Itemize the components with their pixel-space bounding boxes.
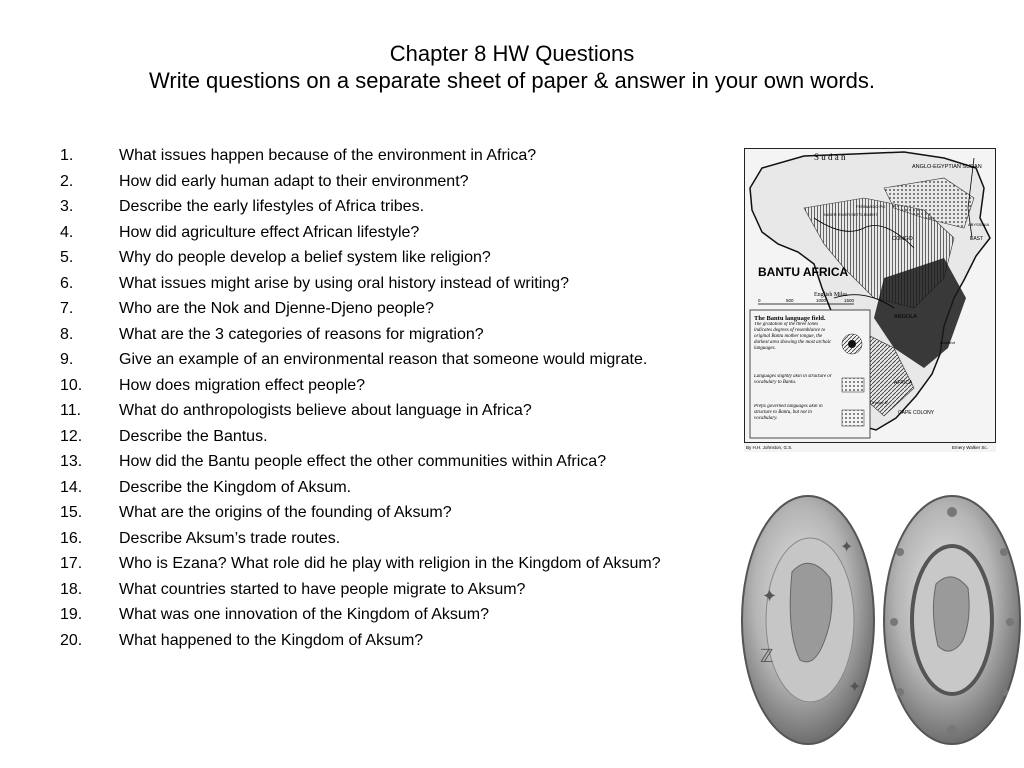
question-item [60, 606, 720, 624]
svg-text:✦: ✦ [848, 679, 862, 696]
question-item [60, 173, 720, 191]
question-number: 11. [60, 402, 82, 419]
question-number: 20. [60, 631, 83, 649]
question-item [60, 249, 720, 267]
scale-tick: 500 [786, 298, 794, 303]
question-number: 8. [60, 325, 74, 343]
aksum-coins-image [740, 492, 1024, 754]
question-text: Who are the Nok and Djenne-Djeno people? [119, 300, 434, 317]
question-text: How does migration effect people? [119, 376, 366, 394]
map-legend-title: The Bantu language field. [754, 315, 826, 322]
bantu-africa-map [744, 148, 996, 452]
map-label: CONGO [892, 236, 913, 242]
question-text: What countries started to have people migrate to Aksum? [119, 580, 526, 598]
question-item [60, 147, 720, 165]
question-text: Describe the Kingdom of Aksum. [119, 478, 352, 496]
question-item [60, 275, 720, 293]
question-item [60, 555, 720, 573]
question-list [60, 147, 720, 657]
map-label: NIGER RIVER SETTLEMENT [824, 212, 878, 217]
question-number: 10. [60, 376, 83, 394]
question-text: Describe Aksum’s trade routes. [119, 529, 341, 547]
question-item [60, 326, 720, 344]
question-item [60, 224, 720, 242]
map-label: CAPE COLONY [898, 410, 935, 416]
title-line-2: Write questions on a separate sheet of paper & answer in your own words. [149, 68, 875, 93]
question-text: Why do people develop a belief system like religion? [119, 249, 491, 266]
map-label: ANGLO-EGYPTIAN SUDAN [912, 164, 982, 170]
map-title: BANTU AFRICA [758, 265, 849, 279]
map-sudan-label: S u d a n [814, 152, 846, 162]
scale-tick: 1500 [844, 298, 855, 303]
scale-tick: 0 [758, 298, 761, 303]
map-label: ABYSSINIA [968, 222, 990, 227]
question-number: 3. [60, 198, 74, 215]
question-number: 5. [60, 249, 74, 266]
question-item [60, 530, 720, 548]
question-text: Describe the early lifestyles of Africa tribes. [119, 198, 425, 215]
map-legend-text-2: Languages slightly akin in structure or vocabulary to Bantu. [754, 374, 832, 385]
map-legend-text-1: The gradation of the three tones indicates degrees of resemblance to original Bantu mother tongue, the darkest area showing the most archaic languages. [754, 322, 832, 351]
map-credit-right: Emery Walker Sc. [952, 445, 988, 450]
title-line-1: Chapter 8 HW Questions [389, 41, 635, 66]
question-item [60, 479, 720, 497]
map-label: AFRICA [894, 380, 913, 386]
svg-text:✦: ✦ [762, 586, 778, 606]
map-credit-left: By H.H. Johnston, G.S. [746, 445, 793, 450]
question-text: How did the Bantu people effect the other communities within Africa? [119, 453, 607, 470]
question-item [60, 428, 720, 446]
map-label: EAST [970, 236, 984, 242]
question-number: 9. [60, 351, 74, 368]
svg-text:ℤ: ℤ [760, 646, 774, 666]
question-number: 19. [60, 606, 83, 623]
question-number: 16. [60, 529, 83, 547]
question-text: What do anthropologists believe about language in Africa? [119, 402, 532, 419]
slide-title [0, 40, 1024, 94]
question-item [60, 300, 720, 318]
question-item [60, 402, 720, 420]
question-text: What happened to the Kingdom of Aksum? [119, 631, 424, 649]
map-label: Zambezi [940, 340, 956, 345]
question-item [60, 632, 720, 650]
map-legend-text-3: Prefix governed languages akin in structure to Bantu, but not in vocabulary. [754, 404, 823, 421]
question-number: 6. [60, 274, 74, 292]
question-number: 2. [60, 172, 74, 190]
question-text: Give an example of an environmental reason that someone would migrate. [119, 351, 648, 368]
question-number: 13. [60, 453, 83, 470]
question-item [60, 198, 720, 216]
question-item [60, 581, 720, 599]
question-number: 7. [60, 300, 74, 317]
question-text: What are the 3 categories of reasons for migration? [119, 325, 484, 343]
question-item [60, 351, 720, 369]
question-item [60, 377, 720, 395]
map-scale-label: English Miles [814, 292, 848, 298]
map-label: Orange R. [870, 400, 889, 405]
question-number: 4. [60, 223, 74, 241]
question-text: How did agriculture effect African lifestyle? [119, 223, 420, 241]
question-text: How did early human adapt to their environment? [119, 172, 469, 190]
question-text: What was one innovation of the Kingdom of Aksum? [119, 606, 489, 623]
question-number: 18. [60, 580, 83, 598]
question-text: What are the origins of the founding of Aksum? [119, 504, 452, 521]
question-number: 17. [60, 555, 83, 572]
question-number: 15. [60, 504, 83, 521]
map-label: FERNANDO PO [856, 204, 886, 209]
question-text: Who is Ezana? What role did he play with religion in the Kingdom of Aksum? [119, 555, 661, 572]
question-number: 12. [60, 427, 83, 445]
question-item [60, 504, 720, 522]
question-text: Describe the Bantus. [119, 427, 268, 445]
question-number: 1. [60, 147, 74, 164]
map-label: ANGOLA [894, 314, 917, 320]
question-number: 14. [60, 478, 83, 496]
question-text: What issues might arise by using oral history instead of writing? [119, 274, 569, 292]
scale-tick: 1000 [816, 298, 827, 303]
svg-text:✦: ✦ [840, 539, 854, 556]
question-item [60, 453, 720, 471]
question-text: What issues happen because of the environment in Africa? [119, 147, 537, 164]
